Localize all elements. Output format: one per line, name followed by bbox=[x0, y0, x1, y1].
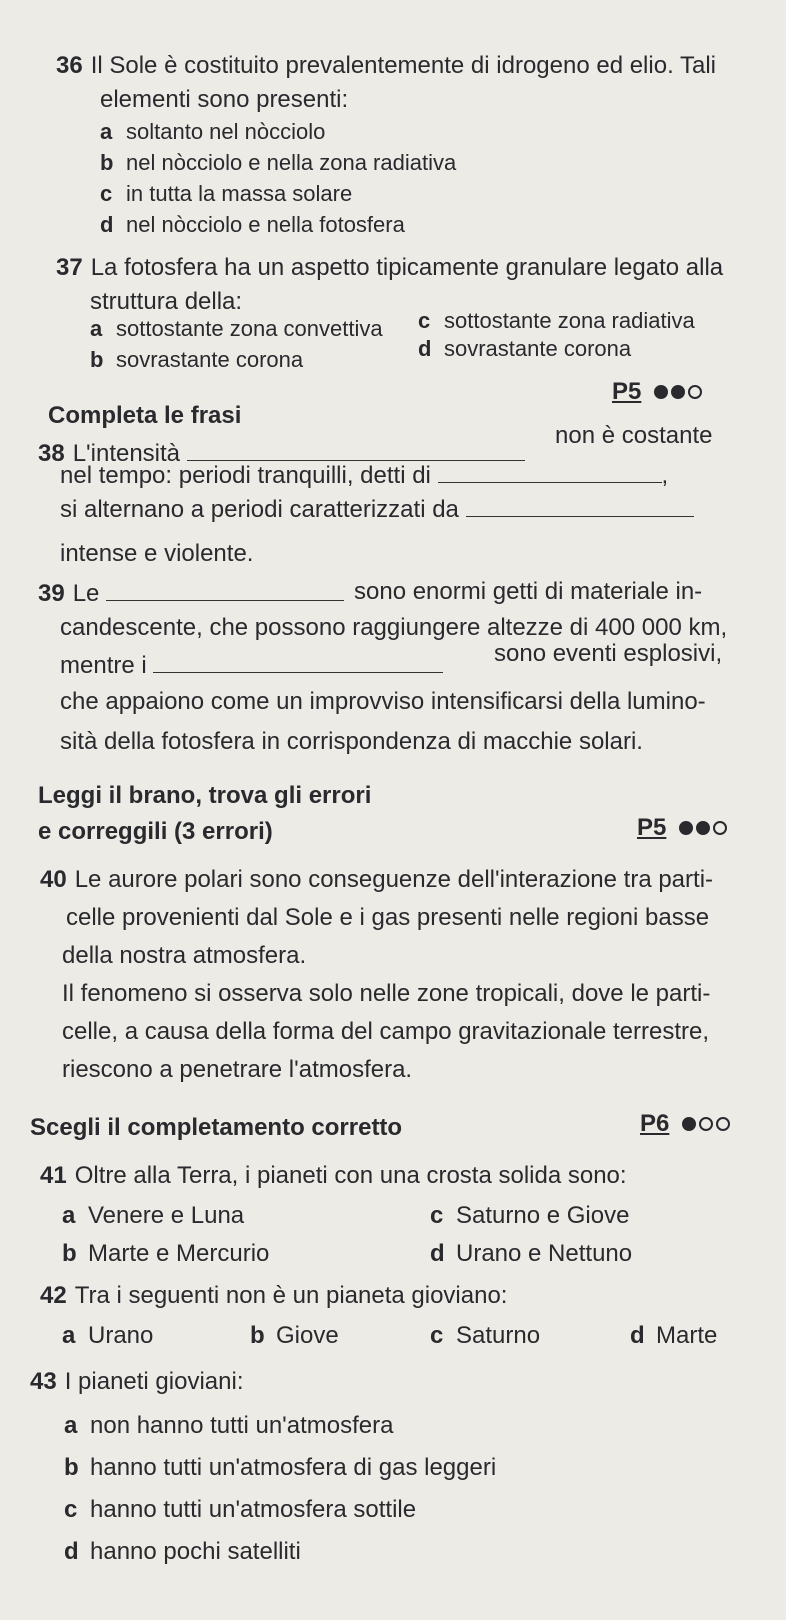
level-badge: P6 bbox=[640, 1110, 670, 1137]
q36-option-d[interactable]: d nel nòcciolo e nella fotosfera bbox=[100, 212, 405, 237]
q38-line1-end: non è costante bbox=[555, 422, 713, 449]
section-find-errors-subtitle: e correggili (3 errori) bbox=[38, 818, 273, 845]
q37-line1: 37 La fotosfera ha un aspetto tipicamente granulare legato alla bbox=[56, 254, 724, 281]
q36-line1: 36 Il Sole è costituito prevalentemente di idrogeno ed elio. Tali bbox=[56, 52, 716, 79]
q39-blank-1[interactable] bbox=[106, 582, 344, 601]
q36-number: 36 bbox=[56, 52, 83, 79]
q42-option-b[interactable]: b Giove bbox=[250, 1322, 339, 1349]
q36-option-c[interactable]: c in tutta la massa solare bbox=[100, 181, 353, 206]
level-badge: P5 bbox=[612, 378, 642, 405]
q37-number: 37 bbox=[56, 254, 83, 281]
dot-icon bbox=[682, 1117, 696, 1131]
q39-line1-end: sono enormi getti di materiale in- bbox=[354, 578, 703, 605]
q41-question: 41 Oltre alla Terra, i pianeti con una crosta solida sono: bbox=[40, 1162, 627, 1189]
q40-line2: celle provenienti dal Sole e i gas presenti nelle regioni basse bbox=[66, 904, 710, 931]
dot-icon bbox=[716, 1117, 730, 1131]
q38-line3: si alternano a periodi caratterizzati da bbox=[60, 496, 694, 524]
level-badge: P5 bbox=[637, 814, 667, 841]
section3-level bbox=[640, 1110, 733, 1138]
dot-icon bbox=[713, 821, 727, 835]
q39-line1: 39 Le bbox=[38, 580, 344, 608]
q36-option-a[interactable]: a soltanto nel nòcciolo bbox=[100, 119, 326, 144]
q42-number: 42 bbox=[40, 1282, 67, 1309]
q39-line4: che appaiono come un improvviso intensificarsi della lumino- bbox=[60, 688, 706, 715]
q43-question: 43 I pianeti gioviani: bbox=[30, 1368, 244, 1395]
dot-icon bbox=[696, 821, 710, 835]
section2-level bbox=[637, 814, 730, 842]
difficulty-dots bbox=[679, 821, 730, 840]
section-complete-sentences-title: Completa le frasi bbox=[48, 402, 242, 429]
q41-option-a[interactable]: a Venere e Luna bbox=[62, 1202, 245, 1229]
difficulty-dots bbox=[682, 1117, 733, 1136]
dot-icon bbox=[699, 1117, 713, 1131]
q43-number: 43 bbox=[30, 1368, 57, 1395]
q41-option-d[interactable]: d Urano e Nettuno bbox=[430, 1240, 633, 1267]
q43-option-b[interactable]: b hanno tutti un'atmosfera di gas leggeri bbox=[64, 1454, 497, 1481]
q37-option-a[interactable]: a sottostante zona convettiva bbox=[90, 316, 383, 341]
q38-blank-1[interactable] bbox=[187, 442, 525, 461]
q38-blank-2[interactable] bbox=[438, 464, 662, 483]
dot-icon bbox=[654, 385, 668, 399]
q40-line5: celle, a causa della forma del campo gravitazionale terrestre, bbox=[62, 1018, 709, 1045]
q37-option-b[interactable]: b sovrastante corona bbox=[90, 347, 304, 372]
q40-line4: Il fenomeno si osserva solo nelle zone tropicali, dove le parti- bbox=[62, 980, 711, 1007]
difficulty-dots bbox=[654, 385, 705, 404]
q41-option-b[interactable]: b Marte e Mercurio bbox=[62, 1240, 270, 1267]
q37-option-c[interactable]: c sottostante zona radiativa bbox=[418, 308, 695, 333]
q37-option-d[interactable]: d sovrastante corona bbox=[418, 336, 632, 361]
q38-line4: intense e violente. bbox=[60, 540, 254, 567]
q42-question: 42 Tra i seguenti non è un pianeta gioviano: bbox=[40, 1282, 508, 1309]
q39-blank-2[interactable] bbox=[153, 654, 443, 673]
dot-icon bbox=[671, 385, 685, 399]
q43-option-c[interactable]: c hanno tutti un'atmosfera sottile bbox=[64, 1496, 417, 1523]
q39-line3-end: sono eventi esplosivi, bbox=[494, 640, 723, 667]
q39-line5: sità della fotosfera in corrispondenza di macchie solari. bbox=[60, 728, 643, 755]
q39-line2: candescente, che possono raggiungere altezze di 400 000 km, bbox=[60, 614, 728, 641]
q40-line3: della nostra atmosfera. bbox=[62, 942, 307, 969]
q40-number: 40 bbox=[40, 866, 67, 893]
q38-number: 38 bbox=[38, 440, 65, 467]
section-find-errors-title: Leggi il brano, trova gli errori bbox=[38, 782, 372, 809]
q41-number: 41 bbox=[40, 1162, 67, 1189]
q36-option-b[interactable]: b nel nòcciolo e nella zona radiativa bbox=[100, 150, 457, 175]
dot-icon bbox=[679, 821, 693, 835]
q43-option-d[interactable]: d hanno pochi satelliti bbox=[64, 1538, 301, 1565]
q42-option-a[interactable]: a Urano bbox=[62, 1322, 154, 1349]
q40-line6: riescono a penetrare l'atmosfera. bbox=[62, 1056, 413, 1083]
q38-blank-3[interactable] bbox=[466, 498, 694, 517]
q41-option-c[interactable]: c Saturno e Giove bbox=[430, 1202, 630, 1229]
section-choose-completion-title: Scegli il completamento corretto bbox=[30, 1114, 403, 1141]
q38-line1: 38 L'intensità bbox=[38, 440, 525, 468]
q43-option-a[interactable]: a non hanno tutti un'atmosfera bbox=[64, 1412, 394, 1439]
q42-option-c[interactable]: c Saturno bbox=[430, 1322, 541, 1349]
q42-option-d[interactable]: d Marte bbox=[630, 1322, 718, 1349]
section1-level bbox=[612, 378, 705, 406]
dot-icon bbox=[688, 385, 702, 399]
q36-line2: elementi sono presenti: bbox=[100, 86, 349, 113]
q39-number: 39 bbox=[38, 580, 65, 607]
q38-line2: nel tempo: periodi tranquilli, detti di , bbox=[60, 462, 669, 489]
q39-line3: mentre i bbox=[60, 652, 443, 680]
q37-line2: struttura della: bbox=[90, 288, 243, 315]
q40-line1: 40 Le aurore polari sono conseguenze dell'interazione tra parti- bbox=[40, 866, 714, 893]
